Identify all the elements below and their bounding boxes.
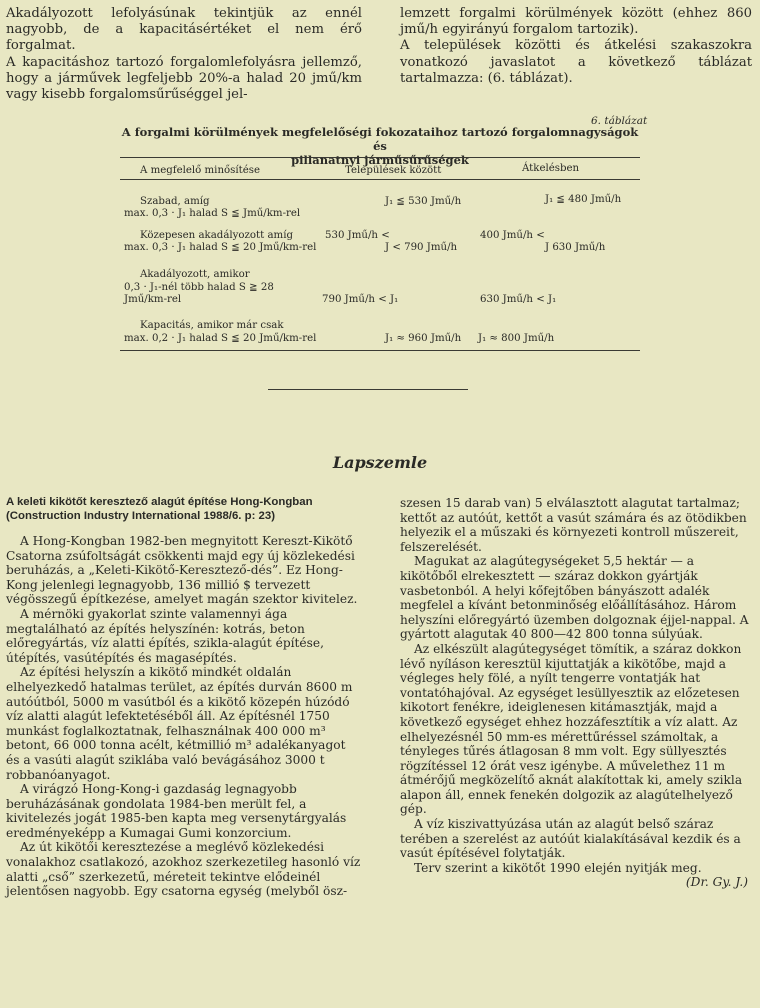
- paragraph: lemzett forgalmi körülmények között (ehhez 860 jmű/h egyirányú forgalom tartozik).: [400, 6, 752, 38]
- table-row-label: Akadályozott, amikor: [140, 269, 250, 280]
- table-top-rule: [120, 157, 640, 158]
- table-row-label: Jmű/km-rel: [124, 294, 182, 305]
- table-bottom-rule: [120, 350, 640, 351]
- table-cell-between: 530 Jmű/h <: [325, 230, 390, 241]
- table-cell-crossing: J₁ ≈ 800 Jmű/h: [478, 333, 555, 344]
- table-header-rule: [120, 179, 640, 180]
- paragraph: Az út kikötői keresztezése a meglévő közlekedési vonalakhoz csatlakozó, azokhoz szerkezetileg hasonló víz alatti „cső” szerkezetű, méreteit tekintve elődeinél jelentősen nagyobb. Egy csatorna egység (melyből ösz-: [6, 840, 361, 899]
- paragraph: A Hong-Kongban 1982-ben megnyitott Kereszt-Kikötő Csatorna zsúfoltságát csökkenti majd egy új közlekedési beruházás, a „Keleti-Kikötő-Keresztező-dés”. Ez Hong-Kong jelenlegi legnagyobb, 136 millió $ tervezett végösszegű építkezése, amelyet magán szektor kivitelez.: [6, 534, 358, 607]
- intro-left-column: [6, 6, 362, 103]
- table-header-between: Települések között: [345, 165, 442, 176]
- paragraph: A települések közötti és átkelési szakaszokra vonatkozó javaslatot a következő táblázat tartalmazza: (6. táblázat).: [400, 38, 752, 86]
- paragraph: Az elkészült alagútegységet tömítik, a száraz dokkon lévő nyíláson keresztül kijuttatják a kikötőbe, majd a végleges hely fölé, a nyílt tengerre vontatják hat vontatóhajóval. Az egységet lesüllyesztik az előzetesen kikotort fenékre, ideiglenesen kitámasztják, majd a következő egységet ehhez hozzáfesztítik a víz alatt. Az elhelyezésnél 50 mm-es mérettűréssel számoltak, a tényleges tűrés átlagosan 8 mm volt. Egy süllyesztés rögzítéssel 12 órát vesz igénybe. A művelethez 11 m átmérőjű megközelítő aknát alakítottak ki, amely szikla alapon áll, ennek fenekén dolgozik az alagútelhelyező gép.: [400, 641, 743, 817]
- table-cell-between: 790 Jmű/h < J₁: [322, 294, 399, 305]
- paragraph: Az építési helyszín a kikötő mindkét oldalán elhelyezkedő hatalmas terület, az építés durván 8600 m autóútból, 5000 m vasútból és a kikötő közepén húzódó víz alatti alagút lefektetéséből áll. Az építésnél 1750 munkást foglalkoztatnak, felhasználnak 400 000 m³ betont, 66 000 tonna acélt, kétmillió m³ adalékanyagot és a vasúti alagút sziklába való bevágásához 3000 t robbanóanyagot.: [6, 665, 353, 782]
- article-title: A keleti kikötőt keresztező alagút építése Hong-Kongban (Construction Industry International 1988/6. p: 23): [6, 496, 313, 522]
- table-cell-between: J < 790 Jmű/h: [385, 242, 458, 253]
- paragraph: A víz kiszivattyúzása után az alagút belső száraz terében a szerelést az autóút kialakításával kezdik és a vasút építésével folytatják.: [400, 817, 741, 861]
- paragraph: Terv szerint a kikötőt 1990 elején nyitják meg.: [414, 860, 702, 875]
- article-right-column: [400, 496, 752, 890]
- paragraph: szesen 15 darab van) 5 elválasztott alagutat tartalmaz; kettőt az autóút, kettőt a vasút számára és az ötödikben helyezik el a műszaki és környezeti kontroll műszereit, felszerelését.: [400, 496, 747, 554]
- table-title-line: A forgalmi körülmények megfelelőségi fokozataihoz tartozó forgalomnagyságok és: [121, 125, 639, 153]
- paragraph: Akadályozott lefolyásúnak tekintjük az ennél nagyobb, de a kapacitásértéket el nem érő forgalmat.: [6, 6, 362, 54]
- table-row-label: max. 0,3 · J₁ halad S ≦ 20 Jmű/km-rel: [124, 242, 317, 253]
- intro-right-column: [400, 6, 752, 87]
- table-cell-between: J₁ ≦ 530 Jmű/h: [385, 196, 462, 207]
- section-divider: [268, 389, 468, 390]
- section-heading: Lapszemle: [332, 453, 428, 472]
- table-row-label: 0,3 · J₁-nél több halad S ≧ 28: [124, 282, 274, 293]
- table-cell-crossing: J₁ ≦ 480 Jmű/h: [545, 194, 622, 205]
- table-cell-crossing: 400 Jmű/h <: [480, 230, 545, 241]
- table-caption: 6. táblázat: [591, 115, 648, 127]
- table-row-label: max. 0,2 · J₁ halad S ≦ 20 Jmű/km-rel: [124, 333, 317, 344]
- paragraph: A mérnöki gyakorlat szinte valamennyi ága megtalálható az építés helyszínén: kotrás, beton előregyártás, víz alatti építés, szikla-alagút építése, útépítés, vasútépítés és magasépítés.: [6, 606, 324, 665]
- table-header-crossing: Átkelésben: [522, 163, 580, 174]
- table-cell-between: J₁ ≈ 960 Jmű/h: [385, 333, 462, 344]
- paragraph: A kapacitáshoz tartozó forgalomlefolyásra jellemző, hogy a járművek legfeljebb 20%-a halad 20 jmű/km vagy kisebb forgalomsűrűséggel jel-: [6, 54, 362, 103]
- table-row-label: max. 0,3 · J₁ halad S ≦ Jmű/km-rel: [124, 208, 301, 219]
- author-signature: (Dr. Gy. J.): [685, 875, 748, 890]
- table-title: [120, 125, 640, 167]
- paragraph: Magukat az alagútegységeket 5,5 hektár — a kikötőből elrekesztett — száraz dokkon gyártják vasbetonból. A helyi kőfejtőben bányászott adalék megfelel a kívánt betonminőség előállításához. Három helyszíni előregyártó üzemben dolgoznak éjjel-nappal. A gyártott alagutak 40 800—42 800 tonna súlyúak.: [400, 554, 749, 642]
- table-title-line: pillanatnyi járműsűrűségek: [291, 153, 469, 167]
- table-cell-crossing: 630 Jmű/h < J₁: [480, 294, 557, 305]
- table-row-label: Kapacitás, amikor már csak: [140, 320, 284, 331]
- table-header-rating: A megfelelő minősítése: [140, 165, 261, 176]
- table-cell-crossing: J 630 Jmű/h: [545, 242, 606, 253]
- paragraph: A virágzó Hong-Kong-i gazdaság legnagyobb beruházásának gondolata 1984-ben merült fel, a kivitelezés jogát 1985-ben kapta meg versenytárgyalás eredményeképp a Kumagai Gumi konzorcium.: [6, 782, 347, 840]
- table-row-label: Közepesen akadályozott amíg: [140, 230, 293, 241]
- table-row-label: Szabad, amíg: [140, 196, 210, 207]
- article-left-column: [6, 496, 362, 899]
